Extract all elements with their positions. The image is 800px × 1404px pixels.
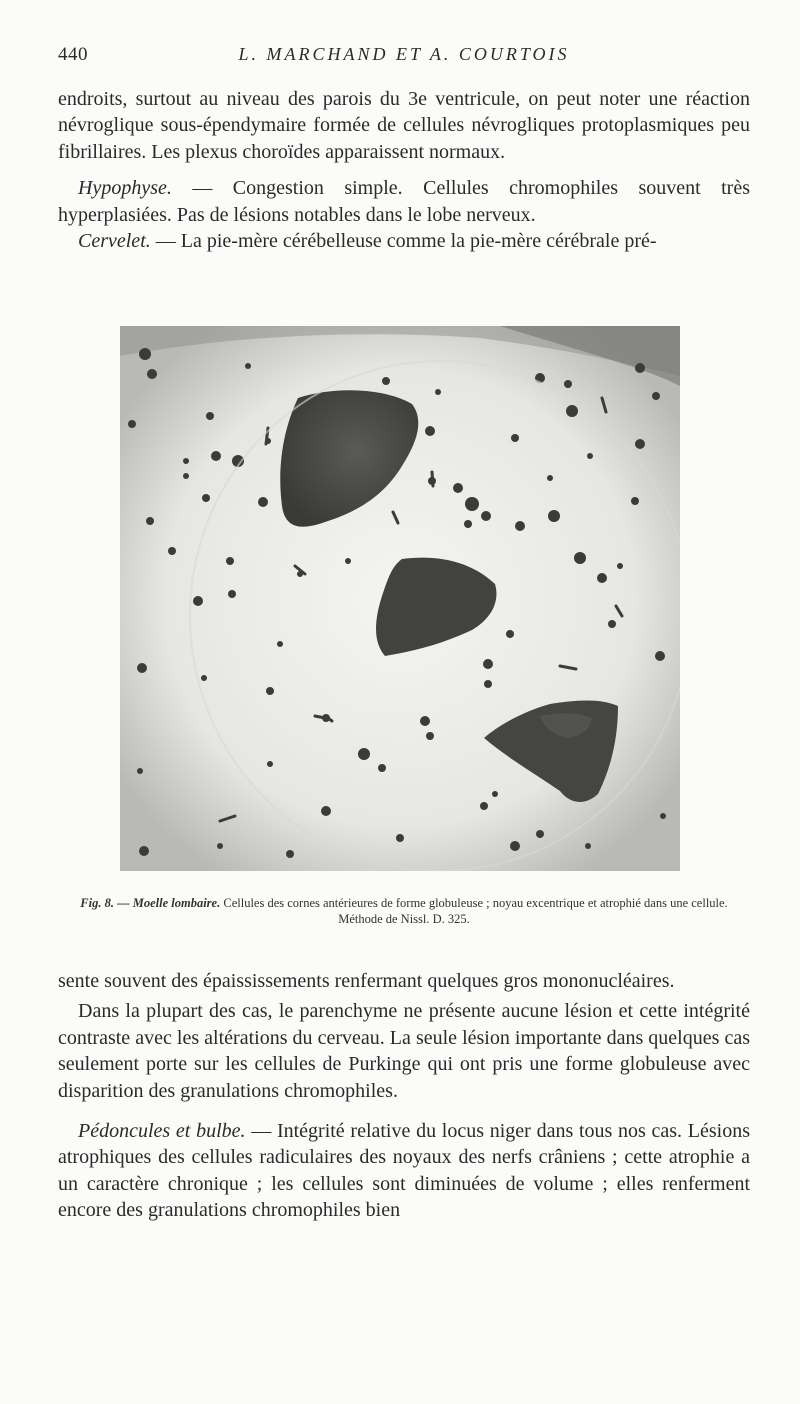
bottom-text-block [58, 968, 750, 1224]
figure-caption-text: Cellules des cornes antérieures de forme globuleuse ; noyau excentrique et atrophié dans une cellule. Méthode de Nissl. D. 325. [220, 896, 728, 926]
section-heading-cervelet: Cervelet. [78, 230, 151, 253]
paragraph-pedoncules-text: — Intégrité relative du locus niger dans tous nos cas. Lésions atrophiques des cellules radiculaires des noyaux des nerfs crâniens ; cette atrophie a un caractère chronique ; les cellules sont diminuées de volume ; elles renferment encore des granulations chromophiles bien [58, 1120, 750, 1222]
figure-caption-lead: Fig. 8. — Moelle lombaire. [80, 896, 221, 910]
paragraph-ventricle: endroits, surtout au niveau des parois du 3e ventricule, on peut noter une réaction névroglique sous-épendymaire formée de cellules névrogliques protoplasmiques peu fibrillaires. Les plexus choroïdes apparaissent normaux. [58, 88, 750, 163]
page-header [58, 44, 750, 72]
figure-caption [58, 895, 750, 927]
paragraph-cervelet-text: — La pie-mère cérébelleuse comme la pie-mère cérébrale pré- [150, 230, 657, 253]
top-text-block [58, 86, 750, 254]
paragraph-hypophyse-text: — Congestion simple. Cellules chromophiles souvent très hyperplasiées. Pas de lésions notables dans le lobe nerveux. [58, 177, 750, 226]
paragraph-parenchyme: Dans la plupart des cas, le parenchyme ne présente aucune lésion et cette intégrité contraste avec les altérations du cerveau. La seule lésion importante dans quelques cas seulement porte sur les cellules de Purkinge qui ont pris une forme globuleuse avec disparition des granulations chromophiles. [58, 1000, 750, 1102]
paragraph-pedoncules [58, 1118, 750, 1224]
page-number: 440 [58, 44, 88, 65]
section-heading-pedoncules: Pédoncules et bulbe. [78, 1120, 246, 1143]
running-title: L. MARCHAND ET A. COURTOIS [238, 44, 570, 64]
paragraph-pie-mere-continued: sente souvent des épaississements renfermant quelques gros mononucléaires. [58, 970, 675, 992]
micrograph-figure [120, 326, 680, 871]
micrograph-image [120, 326, 680, 871]
section-heading-hypophyse: Hypophyse. [78, 177, 172, 200]
paragraph-hypophyse [58, 175, 750, 228]
paragraph-cervelet [58, 228, 750, 254]
